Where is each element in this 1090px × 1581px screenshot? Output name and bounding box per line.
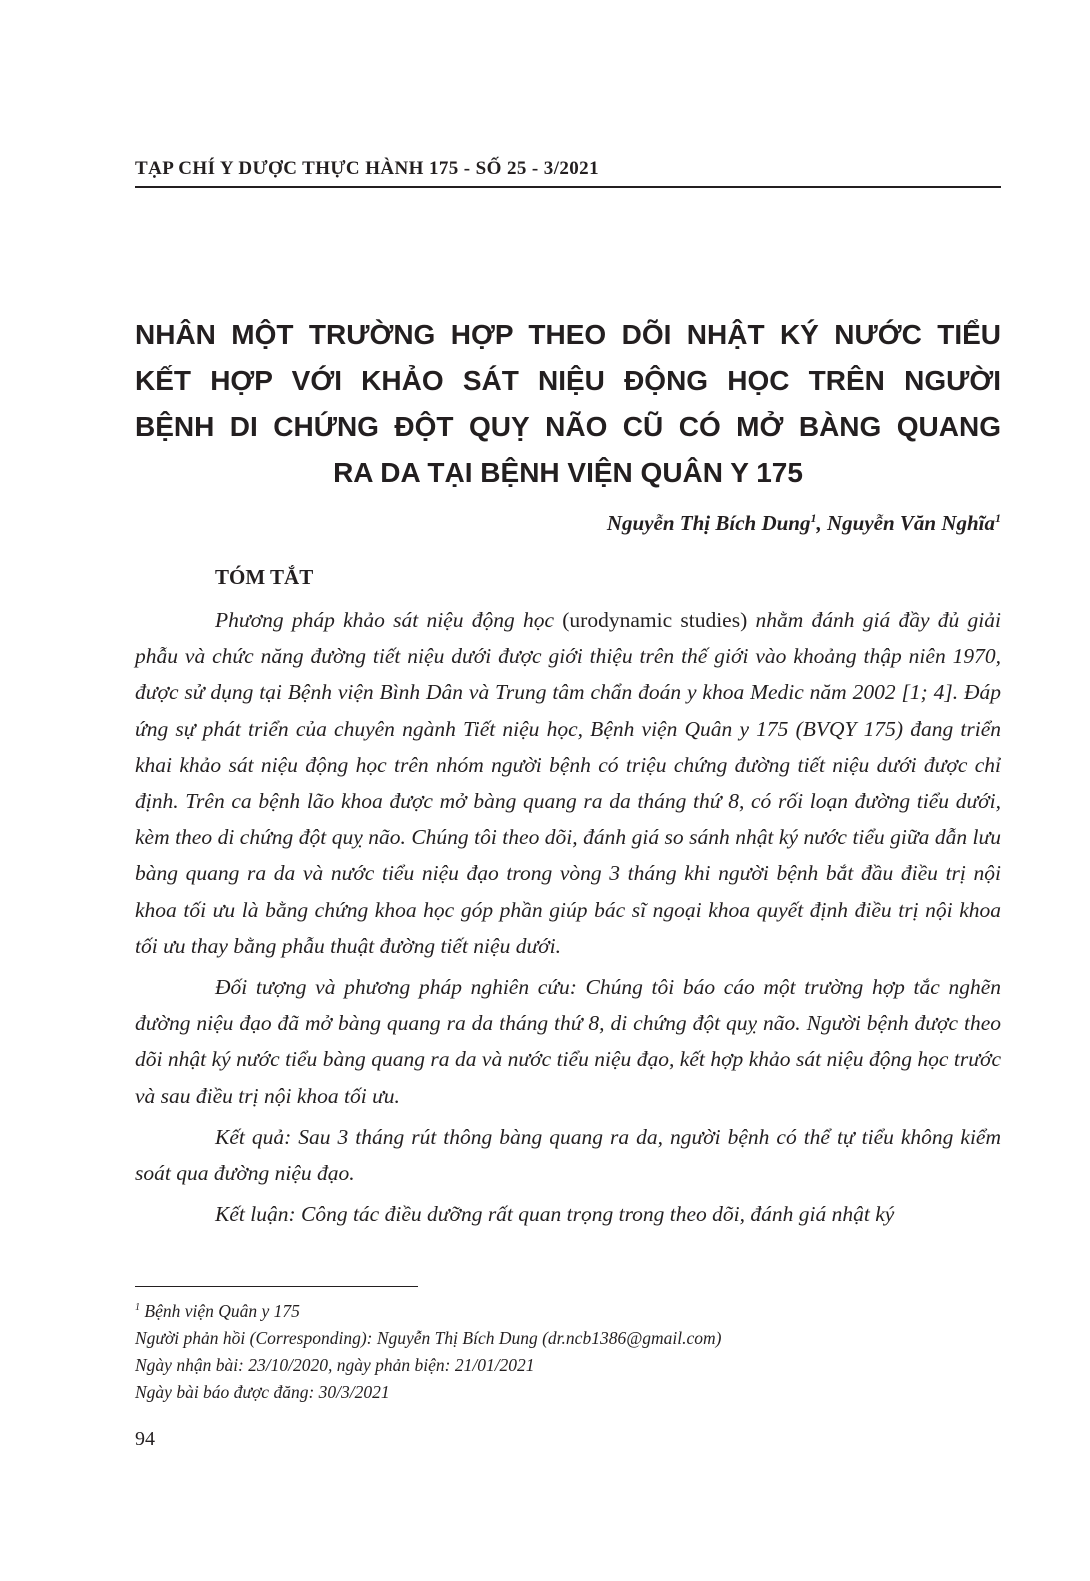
title-line: NHÂN MỘT TRƯỜNG HỢP THEO DÕI NHẬT KÝ NƯỚC TIỂU [135, 319, 1001, 350]
abstract-paragraph: Đối tượng và phương pháp nghiên cứu: Chúng tôi báo cáo một trường hợp tắc nghẽn đường niệu đạo đã mở bàng quang ra da tháng thứ 8, di chứng đột quỵ não. Người bệnh được theo dõi nhật ký nước tiểu bàng quang ra da và nước tiểu niệu đạo, kết hợp khảo sát niệu động học trước và sau điều trị nội khoa tối ưu. [135, 975, 1001, 1108]
page-number: 94 [135, 1428, 155, 1450]
affiliation-mark: 1 [995, 511, 1001, 525]
abstract-text: Phương pháp khảo sát niệu động học [215, 608, 563, 632]
abstract-heading: TÓM TẮT [215, 565, 314, 589]
author-list [607, 511, 1001, 536]
abstract-paragraph [135, 602, 1001, 964]
abstract-term: (urodynamic studies) [562, 608, 748, 632]
affiliation-mark: 1 [810, 511, 817, 525]
header-rule [135, 186, 1001, 188]
affiliation-mark: 1 [135, 1302, 140, 1313]
abstract-paragraph: Kết luận: Công tác điều dưỡng rất quan trọng trong theo dõi, đánh giá nhật ký [215, 1202, 895, 1227]
footnote-published: Ngày bài báo được đăng: 30/3/2021 [135, 1381, 390, 1402]
author-name: Nguyễn Văn Nghĩa [826, 511, 995, 535]
author-name: Nguyễn Thị Bích Dung [606, 511, 811, 535]
title-line: KẾT HỢP VỚI KHẢO SÁT NIỆU ĐỘNG HỌC TRÊN NGƯỜI [135, 365, 1001, 396]
footnote-rule [135, 1286, 418, 1287]
footnotes [135, 1294, 1001, 1406]
footnote-corresponding: Người phản hồi (Corresponding): Nguyễn Thị Bích Dung (dr.ncb1386@gmail.com) [135, 1327, 722, 1348]
author-separator: , [816, 511, 827, 535]
title-line: RA DA TẠI BỆNH VIỆN QUÂN Y 175 [333, 457, 803, 488]
title-line: BỆNH DI CHỨNG ĐỘT QUỴ NÃO CŨ CÓ MỞ BÀNG QUANG [135, 411, 1001, 442]
abstract-body [135, 602, 1001, 1237]
affiliation-text: Bệnh viện Quân y 175 [140, 1300, 300, 1321]
abstract-paragraph: Kết quả: Sau 3 tháng rút thông bàng quang ra da, người bệnh có thể tự tiểu không kiểm soát qua đường niệu đạo. [135, 1124, 1001, 1186]
journal-running-title: TẠP CHÍ Y DƯỢC THỰC HÀNH 175 - SỐ 25 - 3/2021 [135, 158, 599, 179]
footnote-received: Ngày nhận bài: 23/10/2020, ngày phản biện: 21/01/2021 [135, 1354, 535, 1375]
abstract-text: nhằm đánh giá đầy đủ giải phẫu và chức năng đường tiết niệu dưới được giới thiệu trên thế giới vào khoảng thập niên 1970, được sử dụng tại Bệnh viện Bình Dân và Trung tâm chẩn đoán y khoa Medic năm 2002 [1; 4]. Đáp ứng sự phát triển của chuyên ngành Tiết niệu học, Bệnh viện Quân y 175 (BVQY 175) đang triển khai khảo sát niệu động học trên nhóm người bệnh có triệu chứng đường tiết niệu dưới được chỉ định. Trên ca bệnh lão khoa được mở bàng quang ra da tháng thứ 8, có rối loạn đường tiểu dưới, kèm theo di chứng đột quỵ não. Chúng tôi theo dõi, đánh giá so sánh nhật ký nước tiểu giữa dẫn lưu bàng quang ra da và nước tiểu niệu đạo trong vòng 3 tháng khi người bệnh bắt đầu điều trị nội khoa tối ưu là bằng chứng khoa học góp phần giúp bác sĩ ngoại khoa quyết định điều trị nội khoa tối ưu thay bằng phẫu thuật đường tiết niệu dưới. [135, 608, 1001, 958]
footnote-affiliation [135, 1294, 1001, 1325]
article-title [135, 312, 1001, 496]
